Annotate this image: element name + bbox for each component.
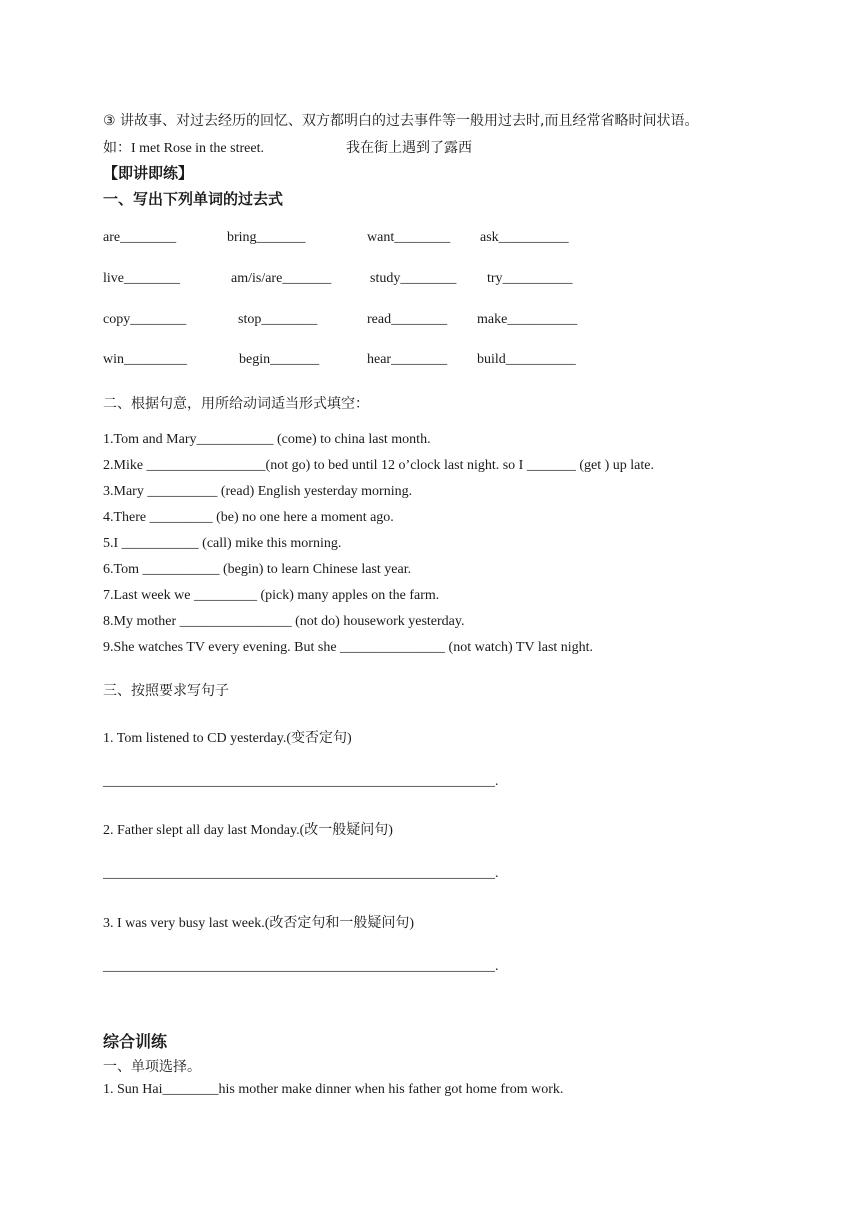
fill-sentence-9: 9.She watches TV every evening. But she _______________ (not watch) TV last night. [103, 640, 594, 655]
example-sentence: 如：I met Rose in the street. [103, 141, 264, 156]
section-1-title: 一、写出下列单词的过去式 [103, 190, 284, 208]
section-3-title: 三、按照要求写句子 [103, 683, 229, 699]
word-make: make__________ [477, 312, 578, 327]
word-win: win_________ [103, 352, 187, 367]
word-are: are________ [103, 230, 177, 245]
word-stop: stop________ [238, 312, 318, 327]
rewrite-answer-line-1: ________________________________________________________. [103, 774, 499, 789]
fill-sentence-4: 4.There _________ (be) no one here a moment ago. [103, 510, 394, 525]
word-try: try__________ [487, 271, 573, 286]
choice-question-1: 1. Sun Hai________his mother make dinner when his father got home from work. [103, 1082, 564, 1097]
practice-title: 【即讲即练】 [103, 164, 194, 182]
rewrite-prompt-2: 2. Father slept all day last Monday.(改一般疑问句) [103, 823, 393, 838]
fill-sentence-5: 5.I ___________ (call) mike this morning. [103, 536, 342, 551]
word-am-is-are: am/is/are_______ [231, 271, 332, 286]
rewrite-answer-line-3: ________________________________________________________. [103, 959, 499, 974]
fill-sentence-6: 6.Tom ___________ (begin) to learn Chinese last year. [103, 562, 412, 577]
rewrite-prompt-1: 1. Tom listened to CD yesterday.(变否定句) [103, 731, 352, 746]
word-ask: ask__________ [480, 230, 569, 245]
fill-sentence-7: 7.Last week we _________ (pick) many apples on the farm. [103, 588, 440, 603]
example-translation: 我在街上遇到了露西 [346, 140, 472, 156]
fill-sentence-8: 8.My mother ________________ (not do) housework yesterday. [103, 614, 465, 629]
word-live: live________ [103, 271, 180, 286]
fill-sentence-3: 3.Mary __________ (read) English yesterday morning. [103, 484, 413, 499]
comprehensive-section-1-title: 一、单项选择。 [103, 1059, 201, 1075]
word-build: build__________ [477, 352, 576, 367]
fill-sentence-1: 1.Tom and Mary___________ (come) to china last month. [103, 432, 431, 447]
rewrite-prompt-3: 3. I was very busy last week.(改否定句和一般疑问句) [103, 916, 415, 931]
word-hear: hear________ [367, 352, 448, 367]
word-study: study________ [370, 271, 457, 286]
rule-3-text: ③ 讲故事、对过去经历的回忆、双方都明白的过去事件等一般用过去时,而且经常省略时间状语。 [103, 113, 699, 129]
fill-sentence-2: 2.Mike _________________(not go) to bed until 12 o’clock last night. so I _______ (get ) up late. [103, 458, 654, 473]
comprehensive-title: 综合训练 [103, 1032, 168, 1051]
word-copy: copy________ [103, 312, 187, 327]
word-read: read________ [367, 312, 448, 327]
rewrite-answer-line-2: ________________________________________________________. [103, 866, 499, 881]
section-2-title: 二、根据句意，用所给动词适当形式填空： [103, 396, 369, 412]
word-begin: begin_______ [239, 352, 320, 367]
word-want: want________ [367, 230, 451, 245]
word-bring: bring_______ [227, 230, 306, 245]
